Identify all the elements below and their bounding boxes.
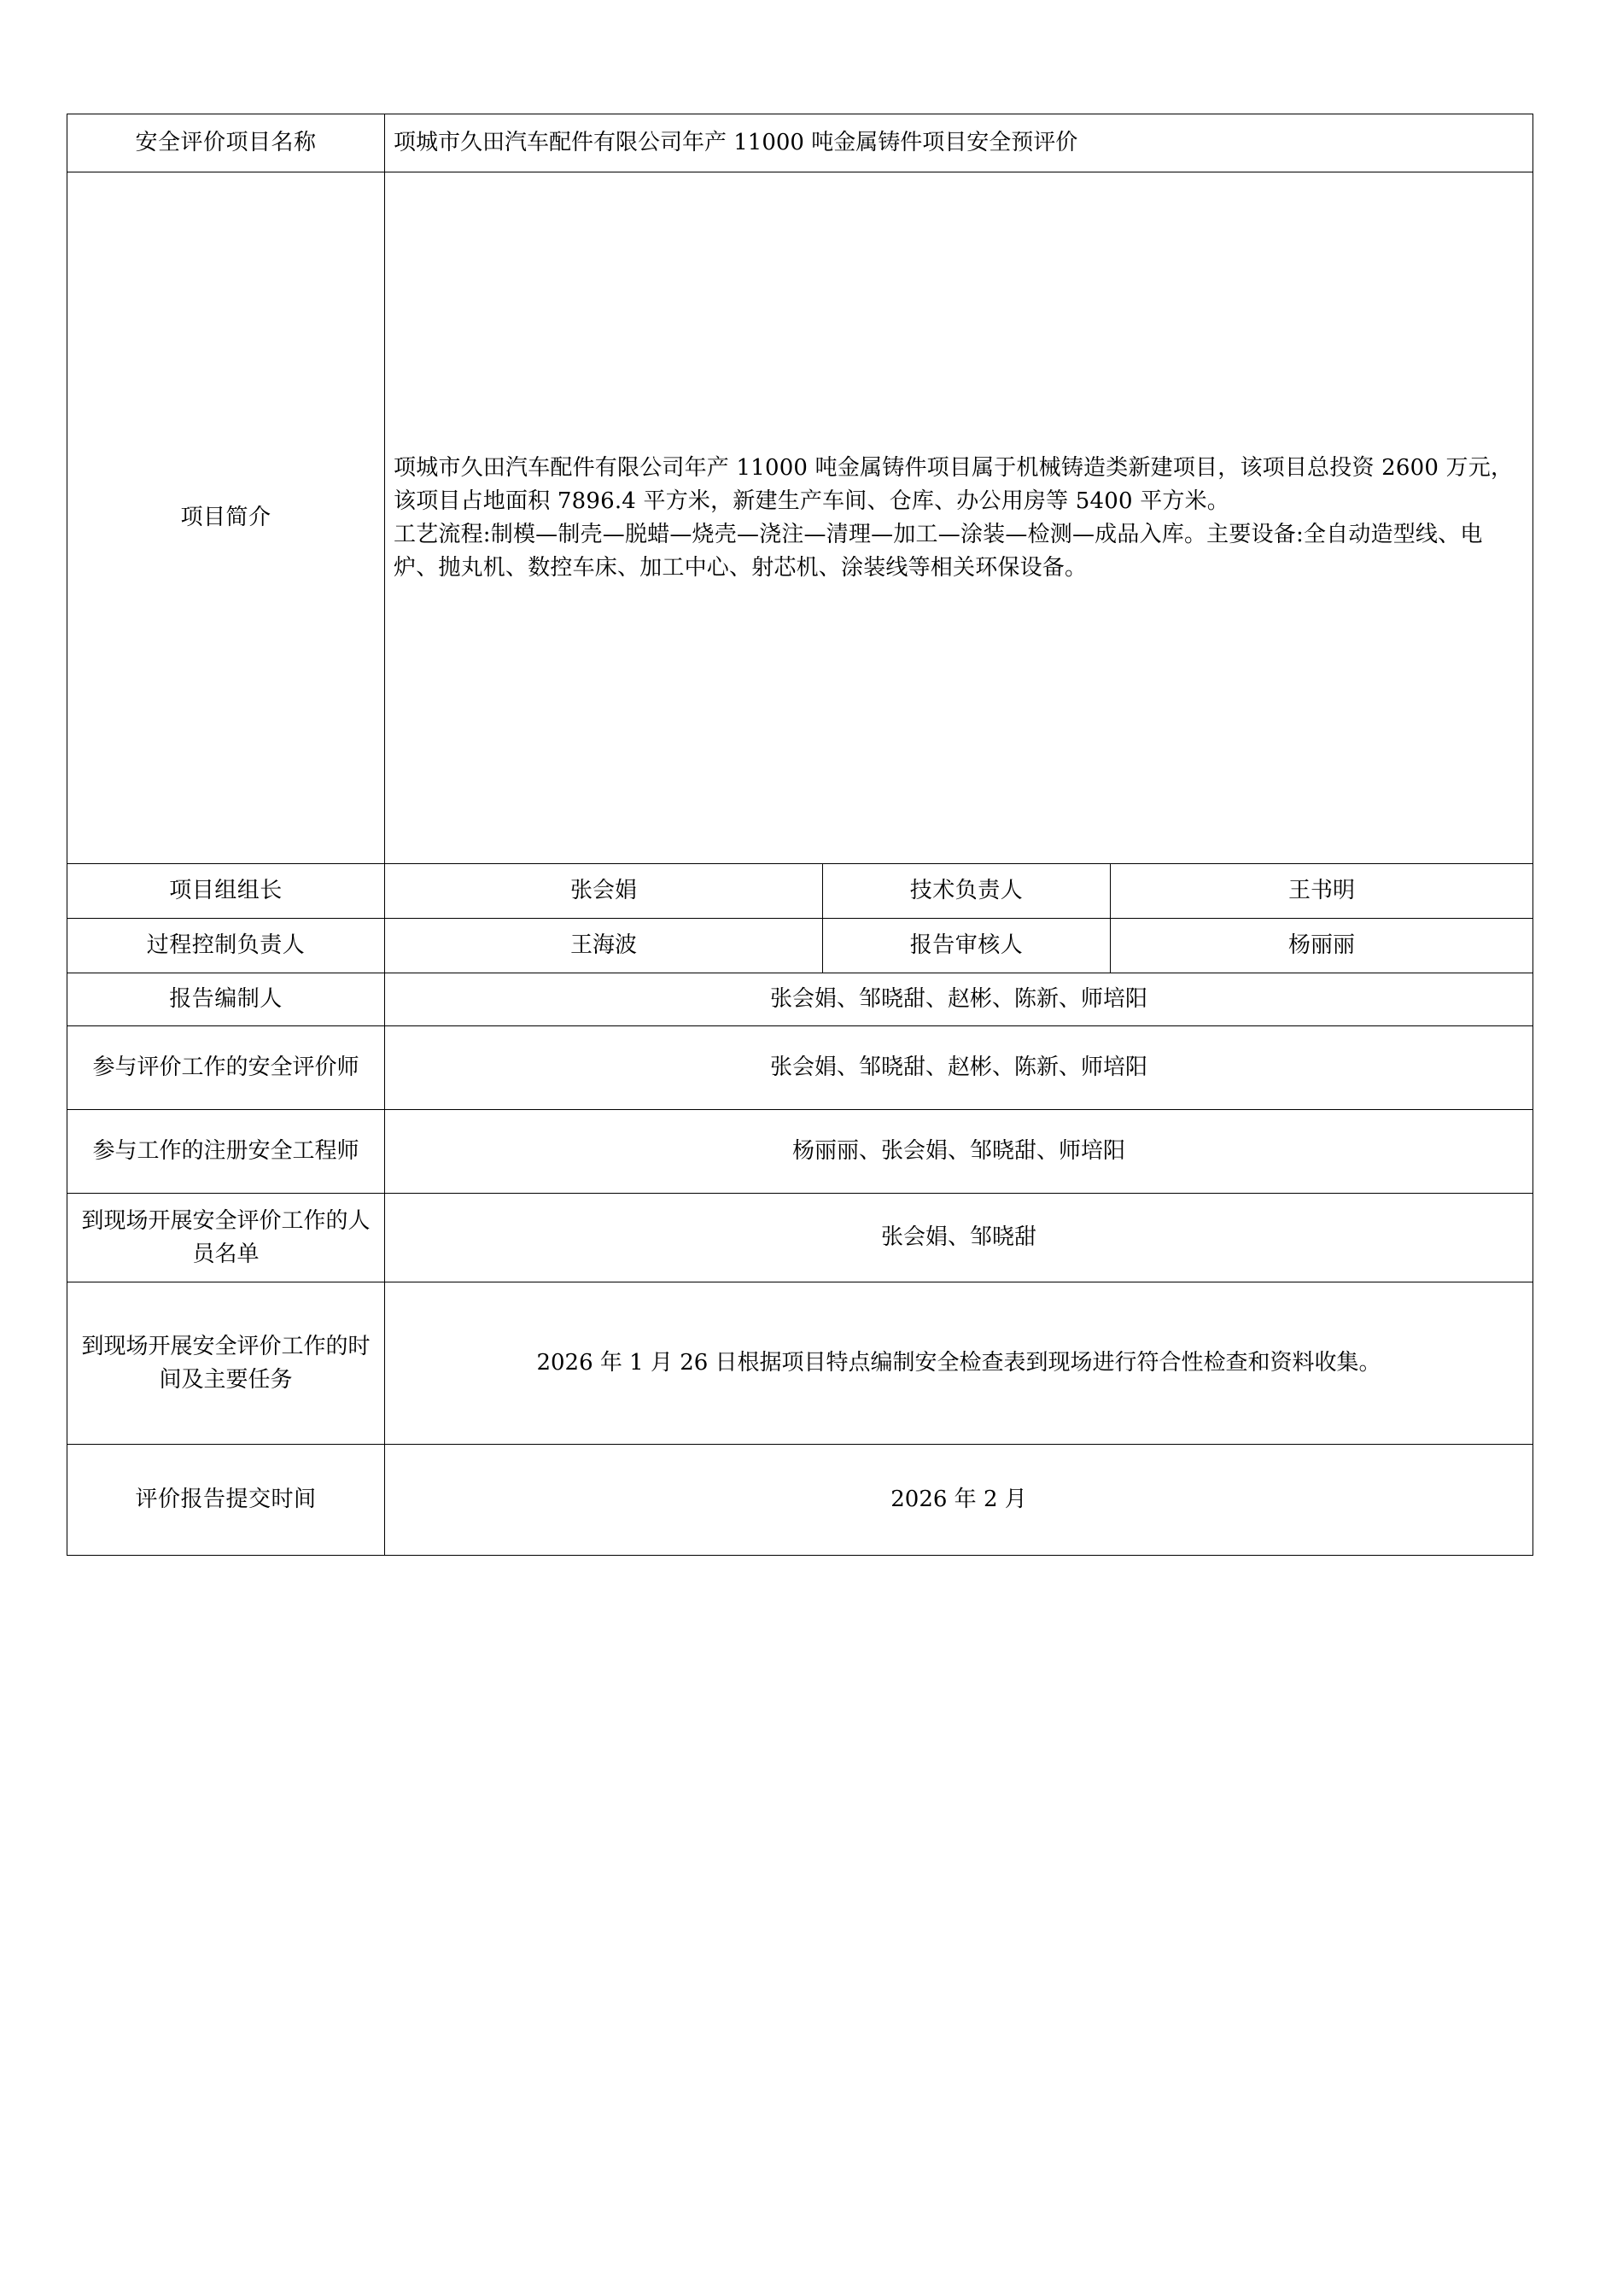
- value-process-control: 王海波: [385, 919, 823, 973]
- label-technical-lead: 技术负责人: [823, 864, 1111, 919]
- table-row-onsite-time-tasks: [67, 1282, 1533, 1445]
- value-onsite-personnel: 张会娟、邹晓甜: [385, 1194, 1533, 1282]
- value-team-leader: 张会娟: [385, 864, 823, 919]
- label-safety-assessors: 参与评价工作的安全评价师: [67, 1026, 385, 1110]
- project-info-table: [67, 114, 1533, 1556]
- value-report-authors: 张会娟、邹晓甜、赵彬、陈新、师培阳: [385, 973, 1533, 1026]
- table-row-registered-engineers: [67, 1110, 1533, 1194]
- value-safety-assessors: 张会娟、邹晓甜、赵彬、陈新、师培阳: [385, 1026, 1533, 1110]
- table-row-project-name: [67, 114, 1533, 172]
- label-onsite-personnel: 到现场开展安全评价工作的人员名单: [67, 1194, 385, 1282]
- value-submission-time: 2026 年 2 月: [385, 1445, 1533, 1556]
- table-row-process-control: [67, 919, 1533, 973]
- label-registered-engineers: 参与工作的注册安全工程师: [67, 1110, 385, 1194]
- table-row-report-authors: [67, 973, 1533, 1026]
- table-row-project-intro: [67, 172, 1533, 864]
- label-report-authors: 报告编制人: [67, 973, 385, 1026]
- table-row-team-leader: [67, 864, 1533, 919]
- label-report-reviewer: 报告审核人: [823, 919, 1111, 973]
- value-onsite-time-tasks: 2026 年 1 月 26 日根据项目特点编制安全检查表到现场进行符合性检查和资料收集。: [385, 1282, 1533, 1445]
- value-project-name: 项城市久田汽车配件有限公司年产 11000 吨金属铸件项目安全预评价: [385, 114, 1533, 172]
- label-submission-time: 评价报告提交时间: [67, 1445, 385, 1556]
- label-process-control: 过程控制负责人: [67, 919, 385, 973]
- table-row-safety-assessors: [67, 1026, 1533, 1110]
- intro-paragraph-2: 工艺流程:制模—制壳—脱蜡—烧壳—浇注—清理—加工—涂装—检测—成品入库。主要设备:全自动造型线、电炉、抛丸机、数控车床、加工中心、射芯机、涂装线等相关环保设备。: [394, 521, 1483, 581]
- intro-paragraph-1: 项城市久田汽车配件有限公司年产 11000 吨金属铸件项目属于机械铸造类新建项目，该项目总投资 2600 万元，该项目占地面积 7896.4 平方米，新建生产车间、仓库、办公用房等 5400 平方米。: [394, 454, 1514, 514]
- table-row-onsite-personnel: [67, 1194, 1533, 1282]
- value-technical-lead: 王书明: [1111, 864, 1533, 919]
- table-row-submission-time: [67, 1445, 1533, 1556]
- value-project-intro: [385, 172, 1533, 864]
- value-registered-engineers: 杨丽丽、张会娟、邹晓甜、师培阳: [385, 1110, 1533, 1194]
- label-onsite-time-tasks: 到现场开展安全评价工作的时间及主要任务: [67, 1282, 385, 1445]
- label-project-intro: 项目简介: [67, 172, 385, 864]
- label-project-name: 安全评价项目名称: [67, 114, 385, 172]
- label-team-leader: 项目组组长: [67, 864, 385, 919]
- value-report-reviewer: 杨丽丽: [1111, 919, 1533, 973]
